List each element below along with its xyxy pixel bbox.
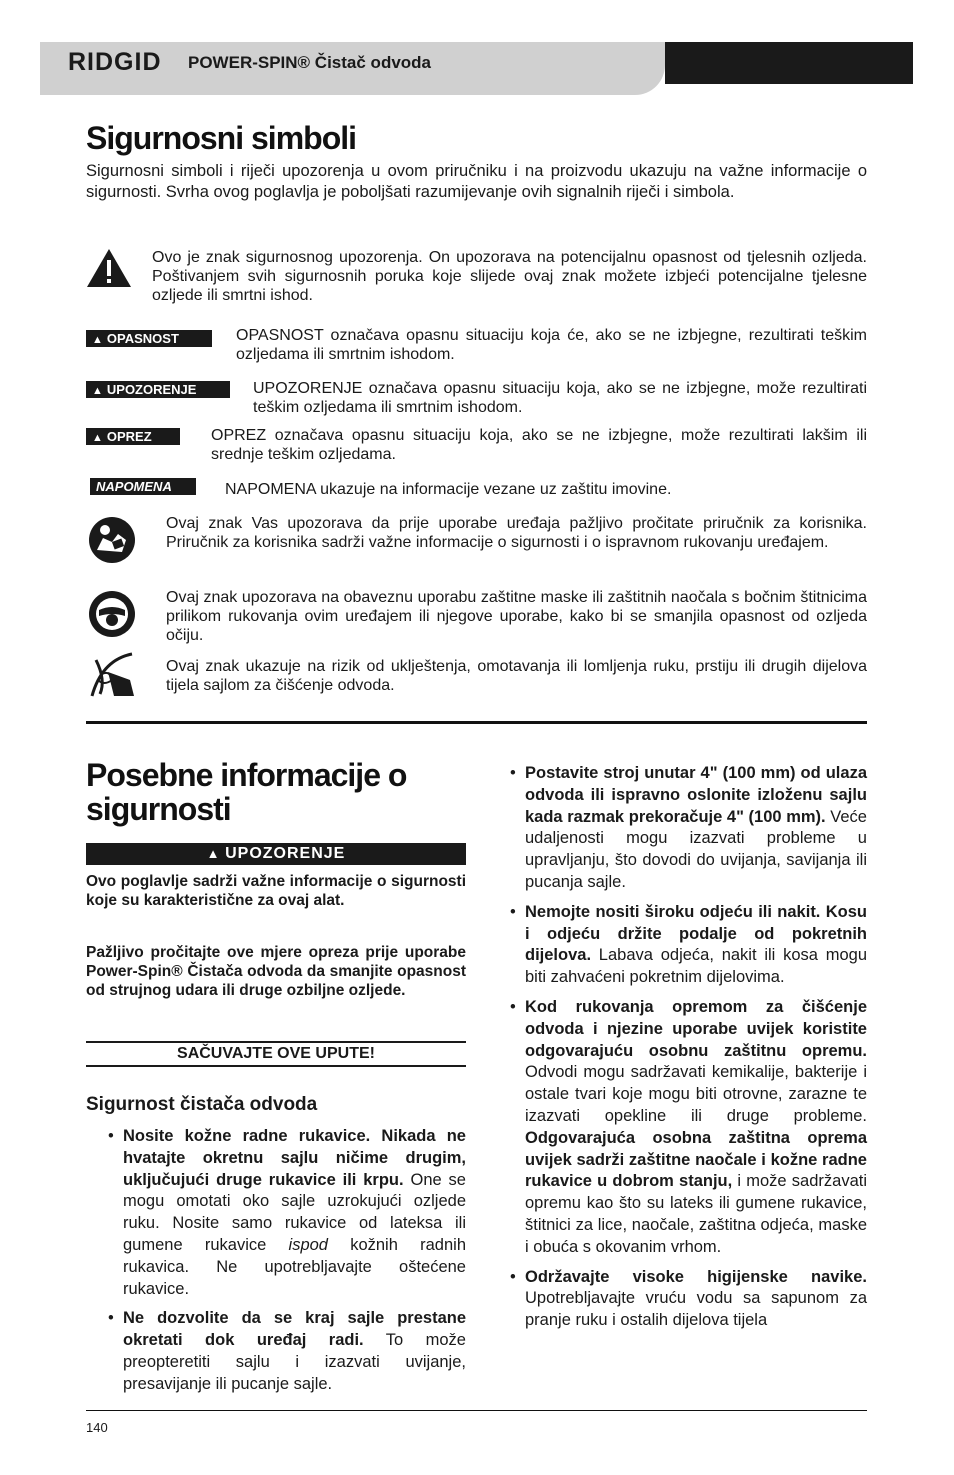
upozorenje-text: UPOZORENJE označava opasnu situaciju koja, ako se ne izbjegne, može rezultirati teškim ozljedama ili smrtnim ishodom. [253, 380, 867, 416]
page-number: 140 [86, 1420, 108, 1435]
opasnost-text: OPASNOST označava opasnu situaciju koja će, ako se ne izbjegne, rezultirati teškim ozljedama ili smrtnim ishodom. [236, 327, 867, 363]
list-item: • Nemojte nositi široku odjeću ili nakit. Kosu i odjeću držite podalje od pokretnih dijelova. Labava odjeća, nakit ili kosa mogu biti zahvaćeni pokretnim dijelovima. [510, 902, 867, 989]
header-title: POWER-SPIN® Čistač odvoda [188, 53, 432, 72]
list-item: • Kod rukovanja opremom za čišćenje odvoda i njezine uporabe uvijek koristite odgovarajuću osobnu zaštitnu opremu. Odvodi mogu sadržavati kemikalije, bakterije i ostale tvari koje mogu biti otrovne, zarazne te izazvati opekline ili druge probleme. Odgovarajuća osobna zaštitna oprema uvijek sadrži zaštitne naočale i kožne radne rukavice u dobrom stanju, i može sadržavati opremu kao što su lateks ili gumene rukavice, štitnici za lice, naočale, zaštitna odjeća, maske i obuća s okovanim vrhom. [510, 997, 867, 1259]
section-heading-safety-symbols: Sigurnosni simboli [86, 120, 357, 156]
warning-paragraph-1: Ovo poglavlje sadrži važne informacije o sigurnosti koje su karakteristične za ovaj alat. [86, 873, 466, 909]
napomena-text: NAPOMENA ukazuje na informacije vezane uz zaštitu imovine. [225, 481, 672, 498]
list-item: • Postavite stroj unutar 4" (100 mm) od ulaza odvoda ili ispravno oslonite izloženu sajlu kada razmak prekoračuje 4" (100 mm). Veće udaljenosti mogu izazvati probleme u upravljanju, što dovodi do uvijanja, savijanja ili pucanja sajle. [510, 763, 867, 894]
badge-napomena: NAPOMENA [90, 478, 196, 495]
alert-symbol-text: Ovo je znak sigurnosnog upozorenja. On upozorava na potencijalnu opasnost od tjelesnih ozljeda. Poštivanjem svih sigurnosnih poruka koje slijede ovaj znak možete izbjeći potencijalne tjelesne ozljede ili smrtni ishod. [152, 249, 867, 304]
list-item: • Nosite kožne radne rukavice. Nikada ne hvatajte okretnu sajlu ničime drugim, uključujući druge rukavice ili krpu. One se mogu omotati oko sajle uzrokujući ozljede ruku. Nosite samo rukavice od lateksa ili gumene rukavice ispod kožnih radnih rukavica. Ne upotrebljavajte oštećene rukavice. [108, 1126, 466, 1300]
badge-opasnost: ▲ OPASNOST [86, 330, 212, 347]
eye-protection-text: Ovaj znak upozorava na obaveznu uporabu zaštitne maske ili zaštitnih naočala s bočnim štitnicima prilikom rukovanja ovim uređajem ili njegove uporabe, kako bi se smanjila opasnost od ozljeda očiju. [166, 589, 867, 644]
subheading-drain-cleaner-safety: Sigurnost čistača odvoda [86, 1094, 318, 1115]
list-item: • Održavajte visoke higijenske navike. Upotrebljavajte vruću vodu sa sapunom za pranje ruku i ostalih dijelova tijela [510, 1267, 867, 1332]
intro-paragraph: Sigurnosni simboli i riječi upozorenja u ovom priručniku i na proizvodu ukazuju na važne informacije o sigurnosti. Svrha ovog poglavlja je poboljšati razumijevanje ovih signalnih riječi i simbola. [86, 162, 867, 201]
warning-bar: ▲ UPOZORENJE [86, 843, 466, 865]
eye-protection-icon [88, 590, 136, 638]
header-black-block [665, 42, 913, 84]
read-manual-icon [88, 516, 136, 564]
left-bullet-list [108, 1126, 466, 1404]
entanglement-text: Ovaj znak ukazuje na rizik od uklještenja, omotavanja ili lomljenja ruku, prstiju ili drugih dijelova tijela sajlom za čišćenje odvoda. [166, 658, 867, 694]
section-divider [86, 721, 867, 724]
ridgid-logo: RIDGID [68, 48, 162, 76]
oprez-text: OPREZ označava opasnu situaciju koja, ako se ne izbjegne, može rezultirati lakšim ili srednje teškim ozljedama. [211, 427, 867, 463]
right-bullet-list [510, 763, 867, 1340]
footer-rule [86, 1410, 867, 1411]
manual-icon-text: Ovaj znak Vas upozorava da prije uporabe uređaja pažljivo pročitate priručnik za korisnika. Priručnik za korisnika sadrži važne informacije o sigurnosti i o ispravnom rukovanju uređajem. [166, 515, 867, 551]
warning-paragraph-2: Pažljivo pročitajte ove mjere opreza prije uporabe Power-Spin® Čistača odvoda da smanjite opasnost od strujnog udara ili druge ozbiljne ozljede. [86, 944, 466, 999]
section-heading-special-safety: Posebne informacije o sigurnosti [86, 757, 407, 827]
entanglement-hazard-icon [88, 650, 138, 700]
warning-triangle-icon [86, 248, 132, 288]
list-item: • Ne dozvolite da se kraj sajle prestane okretati dok uređaj radi. To može preopteretiti sajlu i izazvati uvijanje, presavijanje ili pucanje sajle. [108, 1308, 466, 1395]
badge-upozorenje: ▲ UPOZORENJE [86, 381, 230, 398]
badge-oprez: ▲ OPREZ [86, 428, 180, 445]
save-instructions-label: SAČUVAJTE OVE UPUTE! [86, 1041, 466, 1067]
